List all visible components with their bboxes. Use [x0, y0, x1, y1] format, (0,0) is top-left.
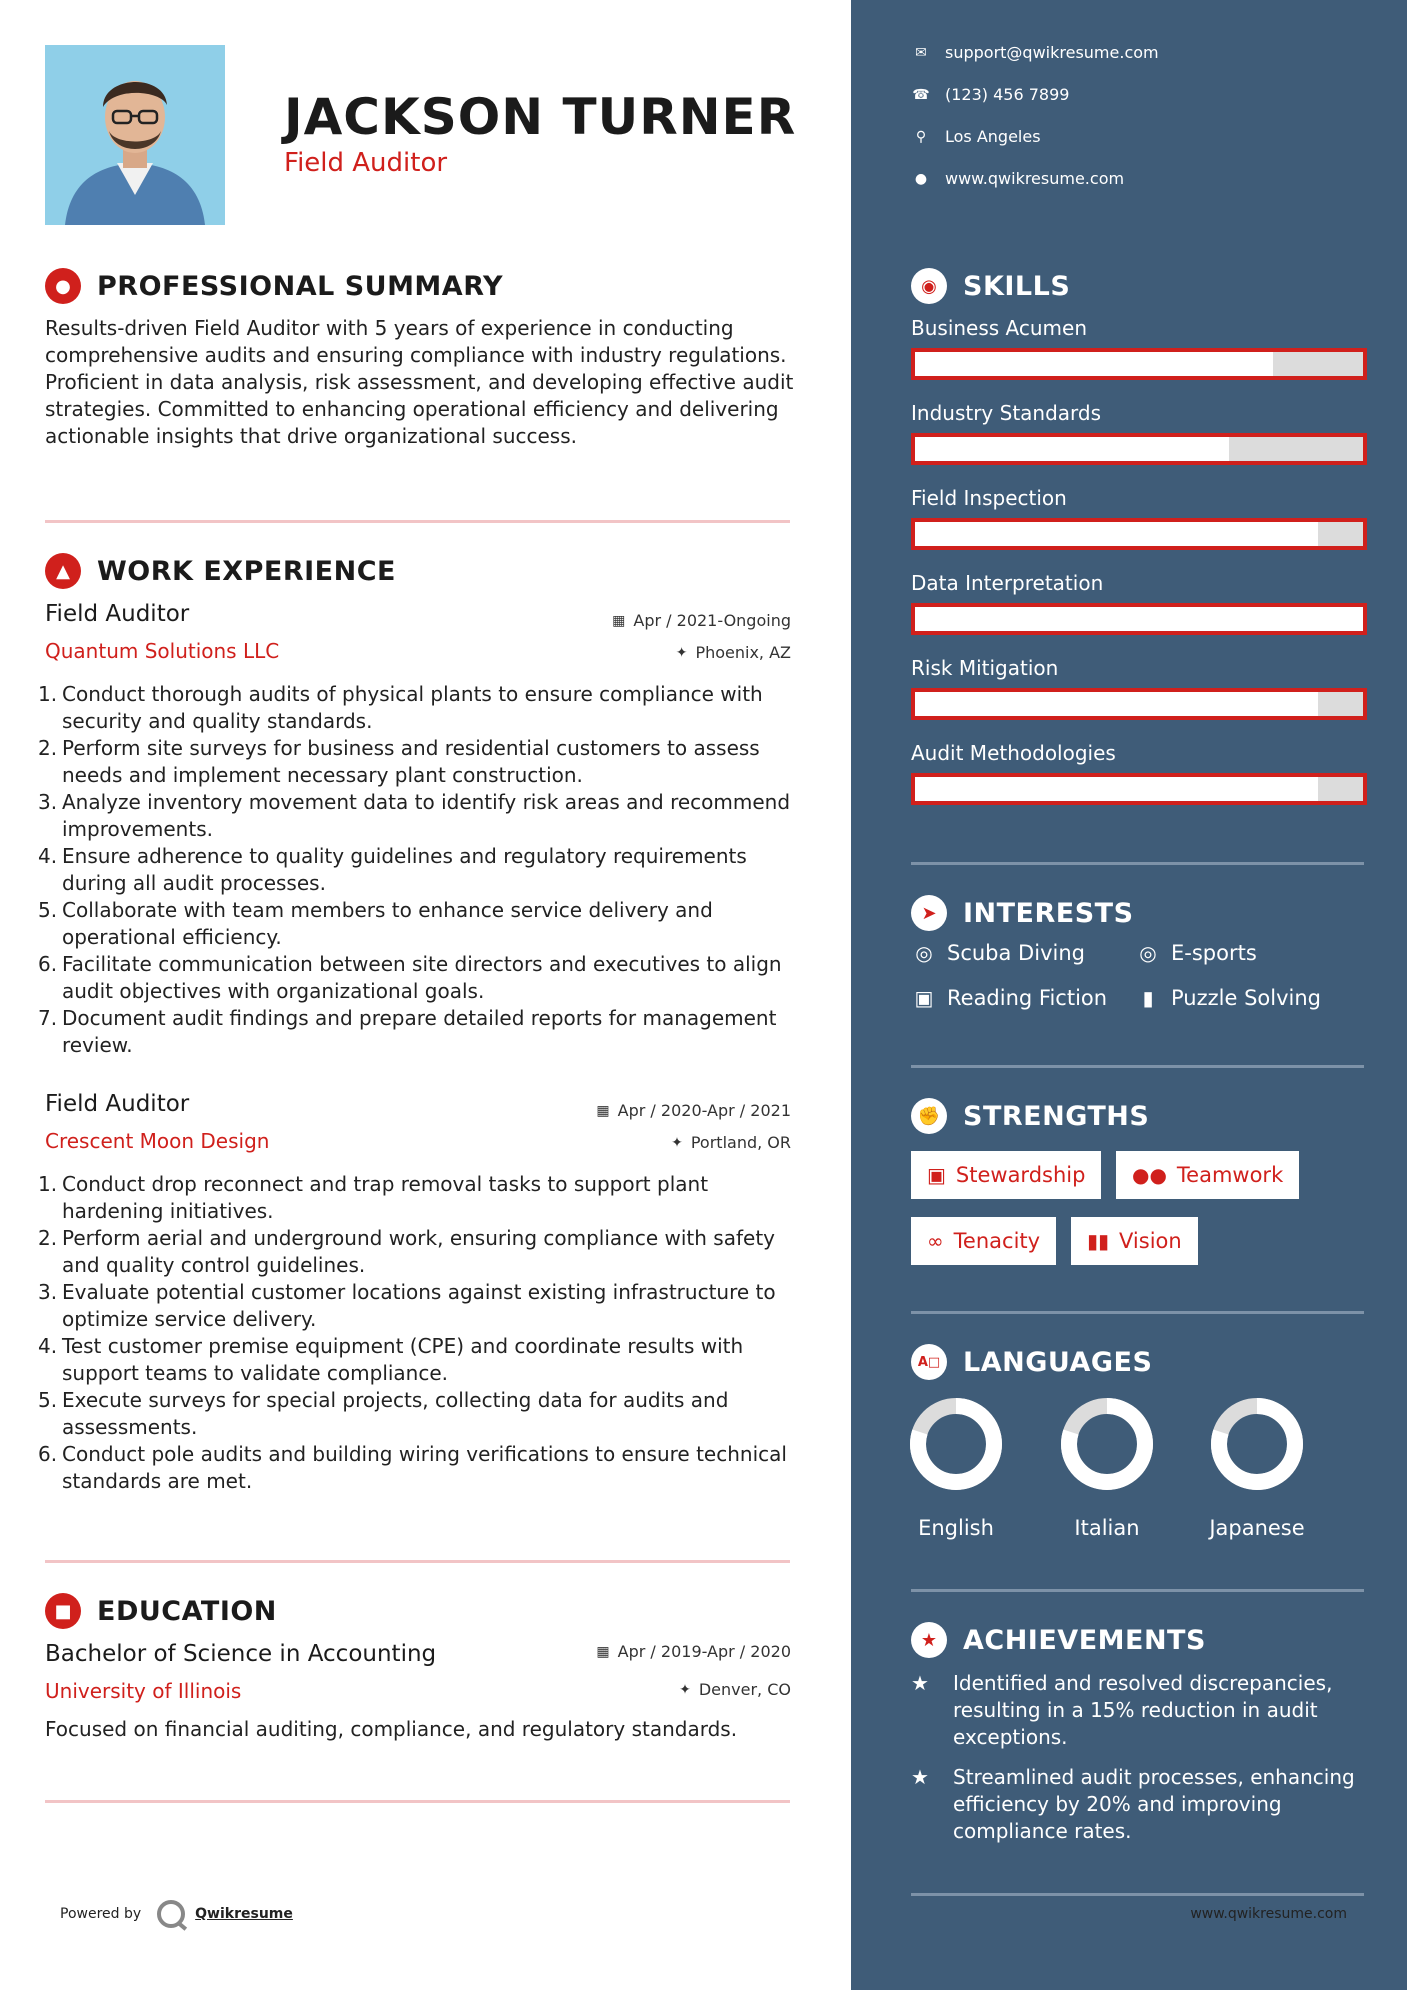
language-donut: [1209, 1396, 1305, 1492]
skill-label: Field Inspection: [911, 486, 1067, 510]
strength-badge: [1071, 1217, 1198, 1265]
summary-header: [45, 268, 503, 304]
link-icon: ∞: [927, 1229, 944, 1253]
language-donut: [908, 1396, 1004, 1492]
list-item: 3. Analyze inventory movement data to identify risk areas and recommend improvements.: [38, 790, 791, 841]
job-location-text: Phoenix, AZ: [695, 643, 791, 662]
education-description: Focused on financial auditing, compliance, and regulatory standards.: [45, 1717, 738, 1741]
job-duties-list: [38, 1171, 798, 1495]
job-company: Crescent Moon Design: [45, 1129, 270, 1153]
contact-email[interactable]: [911, 43, 1159, 62]
achievement-text: Streamlined audit processes, enhancing efficiency by 20% and improving compliance rates.: [953, 1765, 1355, 1843]
skill-bar-fill: [915, 437, 1229, 461]
skill-bar: [911, 518, 1367, 550]
language-donut: [1059, 1396, 1155, 1492]
languages-title: LANGUAGES: [963, 1346, 1153, 1378]
contact-website[interactable]: [911, 169, 1124, 188]
skill-bar-fill: [915, 607, 1363, 631]
language-label: Italian: [1074, 1516, 1140, 1540]
education-date-text: Apr / 2019-Apr / 2020: [617, 1642, 791, 1661]
skill-bar: [911, 688, 1367, 720]
strength-label: Vision: [1119, 1229, 1182, 1253]
experience-header: [45, 553, 396, 589]
job-date-text: Apr / 2020-Apr / 2021: [617, 1101, 791, 1120]
contact-email-text: support@qwikresume.com: [945, 43, 1159, 62]
achievement-item: [911, 1764, 1371, 1845]
section-divider: [45, 520, 790, 523]
list-item: 5. Execute surveys for special projects, collecting data for audits and assessments.: [38, 1388, 729, 1439]
list-item: 6. Conduct pole audits and building wiring verifications to ensure technical standards are met.: [38, 1442, 787, 1493]
pin-icon: ✦: [675, 644, 688, 661]
section-divider: [911, 1311, 1364, 1314]
list-item: 3. Evaluate potential customer locations against existing infrastructure to optimize service delivery.: [38, 1280, 776, 1331]
calendar-icon: ▦: [596, 1643, 610, 1660]
star-icon: ★: [911, 1622, 947, 1658]
education-location: [679, 1680, 791, 1699]
skill-bar-fill: [915, 522, 1318, 546]
skills-header: [911, 268, 1070, 304]
strength-badge: [1116, 1151, 1299, 1199]
sidebar: [851, 0, 1407, 1990]
strengths-header: [911, 1098, 1149, 1134]
language-item: [891, 1396, 1021, 1540]
interest-label: Puzzle Solving: [1171, 986, 1321, 1010]
powered-by-label: Powered by: [60, 1906, 142, 1922]
skill-label: Data Interpretation: [911, 571, 1104, 595]
skill-bar-fill: [915, 692, 1318, 716]
education-title: EDUCATION: [97, 1595, 277, 1627]
language-label: English: [918, 1516, 994, 1540]
contact-phone-text: (123) 456 7899: [945, 85, 1070, 104]
calendar-icon: ▦: [596, 1102, 610, 1119]
skill-bar-fill: [915, 352, 1273, 376]
star-icon: ★: [911, 1671, 929, 1695]
qwikresume-logo: [157, 1900, 185, 1928]
education-date: [596, 1642, 791, 1661]
translate-icon: A□: [911, 1344, 947, 1380]
skill-label: Industry Standards: [911, 401, 1102, 425]
skill-label: Business Acumen: [911, 316, 1088, 340]
strengths-title: STRENGTHS: [963, 1100, 1150, 1132]
lightbulb-icon: ◉: [911, 268, 947, 304]
footer-website[interactable]: www.qwikresume.com: [1190, 1906, 1347, 1922]
users-icon: ●●: [1132, 1163, 1167, 1187]
job-title: Field Auditor: [45, 1091, 190, 1117]
powered-by: [60, 1900, 293, 1928]
pin-icon: ✦: [671, 1134, 683, 1151]
job-location: [676, 643, 791, 662]
strength-label: Tenacity: [953, 1229, 1041, 1253]
pin-icon: ✦: [679, 1681, 691, 1698]
achievement-text: Identified and resolved discrepancies, resulting in a 15% reduction in audit exceptions.: [953, 1671, 1333, 1749]
binoculars-icon: ▮▮: [1087, 1229, 1110, 1253]
section-divider: [911, 1589, 1364, 1592]
phone-icon: ☎: [912, 86, 930, 103]
skill-bar: [911, 348, 1367, 380]
job-date: [596, 1101, 791, 1120]
job-duties-list: [38, 681, 798, 1059]
profile-photo: [45, 45, 225, 225]
user-icon: ●: [45, 268, 81, 304]
achievement-item: [911, 1670, 1371, 1751]
interest-label: Scuba Diving: [947, 941, 1085, 965]
globe-icon: ●: [914, 170, 928, 187]
skill-bar: [911, 603, 1367, 635]
section-divider: [911, 862, 1364, 865]
list-item: 4. Ensure adherence to quality guidelines and regulatory requirements during all audit processes.: [38, 844, 747, 895]
gamepad-icon: ▣: [914, 986, 934, 1010]
interest-item: [1135, 941, 1257, 965]
achievements-title: ACHIEVEMENTS: [963, 1624, 1206, 1656]
book-icon: ▮: [1142, 986, 1154, 1010]
strength-label: Teamwork: [1176, 1163, 1284, 1187]
skill-bar-fill: [915, 777, 1318, 801]
list-item: 1. Conduct drop reconnect and trap removal tasks to support plant hardening initiatives.: [38, 1172, 709, 1223]
paper-plane-icon: ➤: [911, 895, 947, 931]
job-location: [671, 1133, 791, 1152]
language-item: [1042, 1396, 1172, 1540]
job-location-text: Portland, OR: [690, 1133, 791, 1152]
skills-title: SKILLS: [963, 270, 1071, 302]
achievements-header: [911, 1622, 1206, 1658]
list-item: 4. Test customer premise equipment (CPE) and coordinate results with support teams to validate compliance.: [38, 1334, 744, 1385]
interests-title: INTERESTS: [963, 897, 1134, 929]
education-degree: Bachelor of Science in Accounting: [45, 1641, 437, 1667]
qwikresume-link[interactable]: Qwikresume: [195, 1906, 293, 1922]
list-item: 2. Perform aerial and underground work, ensuring compliance with safety and quality control guidelines.: [38, 1226, 775, 1277]
skill-label: Risk Mitigation: [911, 656, 1059, 680]
briefcase-icon: ▣: [927, 1163, 946, 1187]
contact-location: [911, 127, 1041, 146]
section-divider: [911, 1065, 1364, 1068]
section-divider: [911, 1893, 1364, 1896]
interest-label: E-sports: [1171, 941, 1257, 965]
interest-item: [911, 941, 1085, 965]
interest-item: [911, 986, 1107, 1010]
education-school: University of Illinois: [45, 1679, 242, 1703]
strength-badge: [911, 1151, 1101, 1199]
job-date-text: Apr / 2021-Ongoing: [633, 611, 791, 630]
interests-header: [911, 895, 1134, 931]
star-icon: ★: [911, 1765, 929, 1789]
language-item: [1192, 1396, 1322, 1540]
contact-website-text: www.qwikresume.com: [945, 169, 1125, 188]
skill-bar: [911, 773, 1367, 805]
list-item: 6. Facilitate communication between site directors and executives to align audit objectives with organizational goals.: [38, 952, 782, 1003]
candidate-role: Field Auditor: [284, 148, 448, 178]
interest-label: Reading Fiction: [947, 986, 1108, 1010]
summary-text: Results-driven Field Auditor with 5 years of experience in conducting comprehensive audits and ensuring compliance with industry regulations. Proficient in data analysis, risk assessment, and developing effective audit strategies. Committed to enhancing operational efficiency and delivering actionable insights that drive organizational success.: [45, 316, 794, 448]
section-divider: [45, 1800, 790, 1803]
graduation-icon: ■: [45, 1593, 81, 1629]
contact-phone[interactable]: [911, 85, 1069, 104]
languages-header: [911, 1344, 1152, 1380]
map-pin-icon: ⚲: [915, 128, 927, 145]
list-item: 7. Document audit findings and prepare detailed reports for management review.: [38, 1006, 777, 1057]
fist-icon: ✊: [911, 1098, 947, 1134]
office-chair-icon: ▲: [45, 553, 81, 589]
envelope-icon: ✉: [915, 44, 927, 61]
contact-location-text: Los Angeles: [945, 127, 1041, 146]
language-label: Japanese: [1209, 1516, 1305, 1540]
list-item: 1. Conduct thorough audits of physical plants to ensure compliance with security and quality standards.: [38, 682, 763, 733]
job-company: Quantum Solutions LLC: [45, 639, 280, 663]
section-divider: [45, 1560, 790, 1563]
interest-item: [1135, 986, 1321, 1010]
job-date: [612, 611, 791, 630]
skill-bar: [911, 433, 1367, 465]
skill-label: Audit Methodologies: [911, 741, 1116, 765]
education-location-text: Denver, CO: [698, 1680, 791, 1699]
life-ring-icon: ◎: [1139, 941, 1157, 965]
experience-title: WORK EXPERIENCE: [97, 555, 396, 587]
candidate-name: JACKSON TURNER: [284, 88, 797, 146]
list-item: 2. Perform site surveys for business and residential customers to assess needs and implement necessary plant construction.: [38, 736, 760, 787]
job-title: Field Auditor: [45, 601, 190, 627]
summary-title: PROFESSIONAL SUMMARY: [97, 270, 504, 302]
education-header: [45, 1593, 277, 1629]
strength-label: Stewardship: [955, 1163, 1086, 1187]
strength-badge: [911, 1217, 1056, 1265]
life-ring-icon: ◎: [915, 941, 933, 965]
list-item: 5. Collaborate with team members to enhance service delivery and operational efficiency.: [38, 898, 713, 949]
calendar-icon: ▦: [612, 612, 626, 629]
